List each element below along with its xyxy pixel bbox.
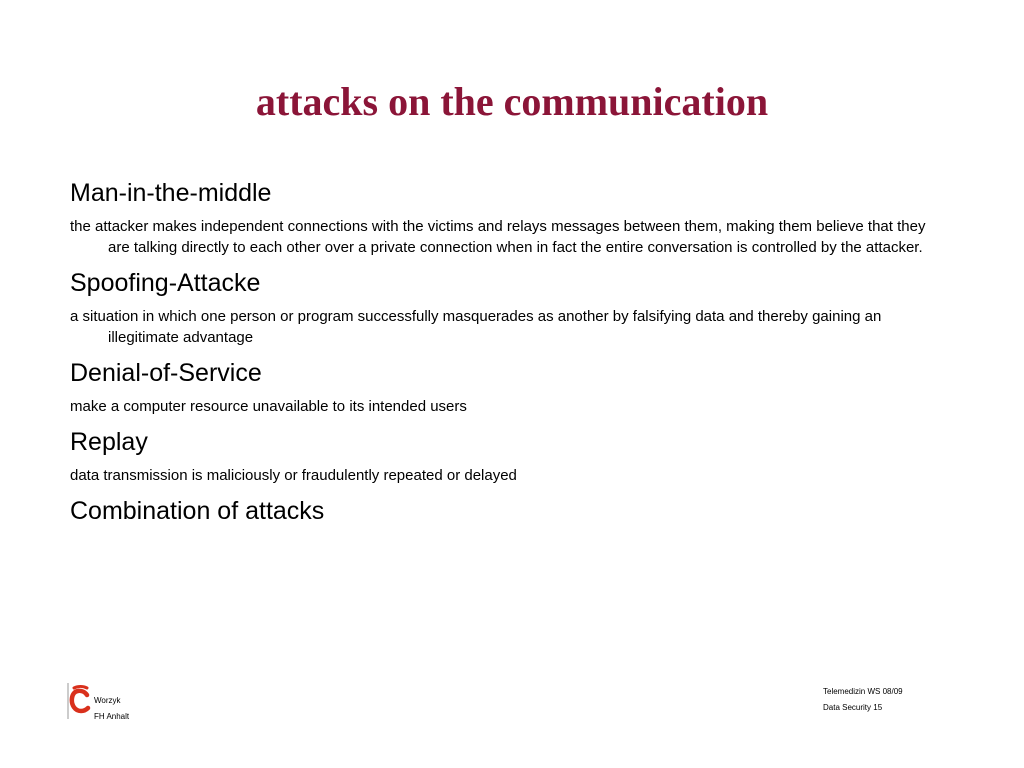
- fh-anhalt-logo-icon: [67, 683, 91, 719]
- section-heading-combination: Combination of attacks: [70, 497, 325, 525]
- section-heading-replay: Replay: [70, 428, 148, 456]
- section-heading-man-in-the-middle: Man-in-the-middle: [70, 179, 272, 207]
- section-description-spoofing: a situation in which one person or program successfully masquerades as another by falsifying data and thereby gaining an illegitimate advantage: [70, 308, 882, 346]
- section-description-replay: data transmission is maliciously or fraudulently repeated or delayed: [70, 467, 517, 484]
- slide-title: attacks on the communication: [255, 79, 769, 124]
- footer-left: [67, 683, 177, 723]
- section-description-man-in-the-middle: the attacker makes independent connections with the victims and relays messages between them, making them believe that they are talking directly to each other over a private connection when in fact the entire conversation is controlled by the attacker.: [70, 218, 926, 256]
- slide-content: [70, 178, 950, 534]
- footer-course: Telemedizin WS 08/09: [823, 687, 903, 696]
- footer-author: Worzyk: [94, 696, 121, 705]
- section-description-denial-of-service: make a computer resource unavailable to its intended users: [70, 398, 467, 415]
- footer-page-label: Data Security 15: [823, 703, 883, 712]
- footer-right: [823, 687, 963, 719]
- footer-institution: FH Anhalt: [94, 712, 130, 721]
- section-heading-spoofing: Spoofing-Attacke: [70, 269, 261, 297]
- section-heading-denial-of-service: Denial-of-Service: [70, 359, 262, 387]
